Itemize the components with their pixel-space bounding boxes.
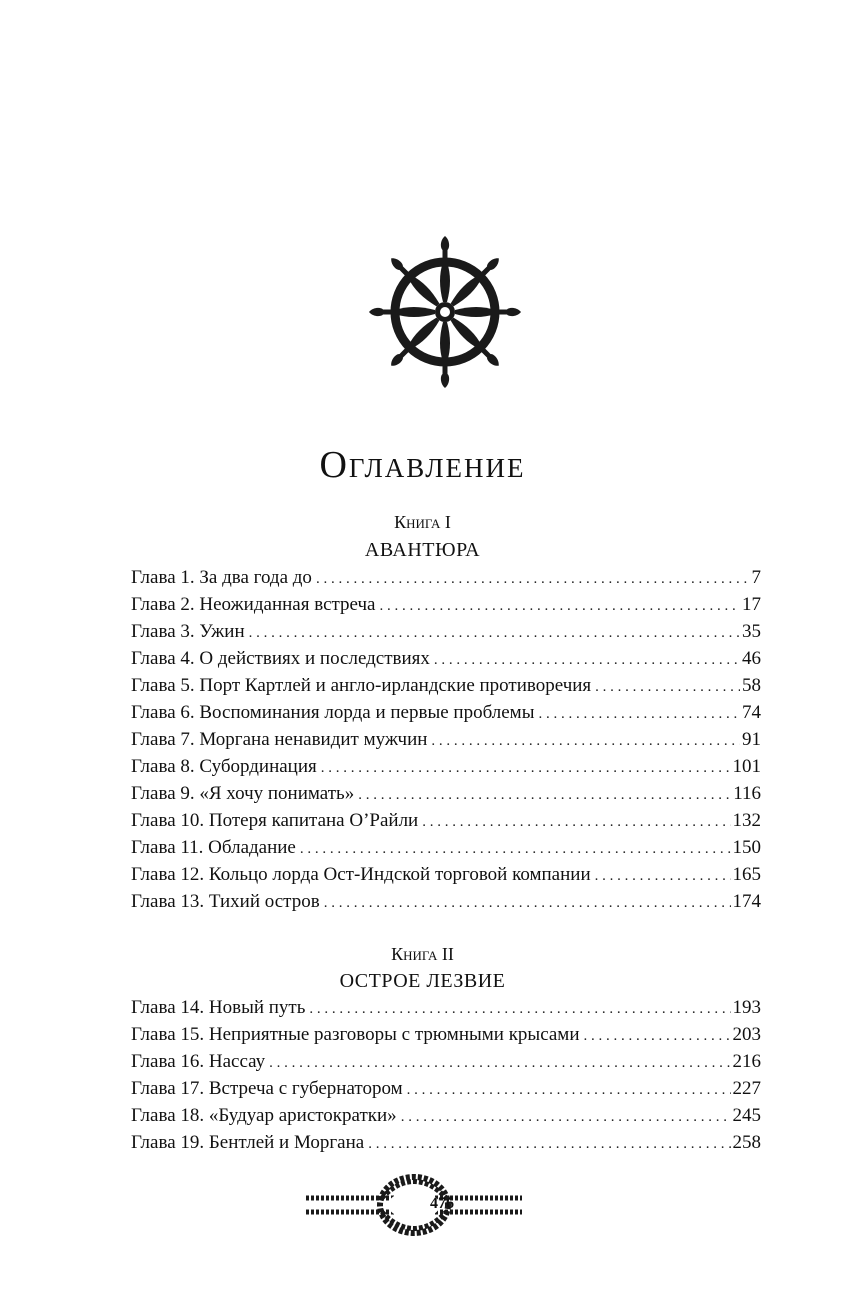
chapter-title: Глава 13. Тихий остров bbox=[131, 891, 320, 912]
toc-entry[interactable] bbox=[131, 994, 761, 1021]
chapter-page: 35 bbox=[742, 621, 761, 642]
toc-entry[interactable] bbox=[131, 699, 761, 726]
toc-entry[interactable] bbox=[131, 1048, 761, 1075]
ship-wheel-icon bbox=[365, 232, 525, 392]
chapter-page: 165 bbox=[732, 864, 761, 885]
chapter-title: Глава 8. Субординация bbox=[131, 756, 317, 777]
leader-dots bbox=[316, 566, 750, 593]
chapter-title: Глава 11. Обладание bbox=[131, 837, 296, 858]
chapter-title: Глава 10. Потеря капитана О’Райли bbox=[131, 810, 419, 831]
leader-dots bbox=[309, 996, 730, 1023]
chapter-page: 150 bbox=[732, 837, 761, 858]
chapter-page: 216 bbox=[732, 1051, 761, 1072]
leader-dots bbox=[434, 647, 740, 674]
chapter-page: 203 bbox=[732, 1024, 761, 1045]
leader-dots bbox=[249, 620, 740, 647]
chapter-page: 91 bbox=[742, 729, 761, 750]
chapter-title: Глава 15. Неприятные разговоры с трюмными крысами bbox=[131, 1024, 580, 1045]
chapter-title: Глава 2. Неожиданная встреча bbox=[131, 594, 376, 615]
chapter-page: 7 bbox=[751, 567, 761, 588]
leader-dots bbox=[407, 1077, 731, 1104]
book-1-label: Книга I bbox=[394, 512, 451, 532]
chapter-title: Глава 3. Ужин bbox=[131, 621, 245, 642]
chapter-page: 58 bbox=[742, 675, 761, 696]
book-2-label: Книга II bbox=[391, 944, 454, 964]
leader-dots bbox=[321, 755, 731, 782]
page-number: 476 bbox=[430, 1195, 454, 1212]
wheel-spoke bbox=[440, 322, 450, 388]
toc-entry[interactable] bbox=[131, 861, 761, 888]
chapter-title: Глава 19. Бентлей и Моргана bbox=[131, 1132, 365, 1153]
leader-dots bbox=[538, 701, 740, 728]
chapter-title: Глава 16. Нассау bbox=[131, 1051, 266, 1072]
chapter-page: 245 bbox=[732, 1105, 761, 1126]
wheel-spoke bbox=[455, 307, 521, 317]
leader-dots bbox=[422, 809, 730, 836]
chapter-title: Глава 12. Кольцо лорда Ост-Индской торговой компании bbox=[131, 864, 591, 885]
leader-dots bbox=[269, 1050, 730, 1077]
toc-entry[interactable] bbox=[131, 780, 761, 807]
chapter-page: 227 bbox=[732, 1078, 761, 1099]
toc-entry[interactable] bbox=[131, 1129, 761, 1156]
leader-dots bbox=[401, 1104, 731, 1131]
leader-dots bbox=[358, 782, 731, 809]
toc-entry[interactable] bbox=[131, 834, 761, 861]
toc-entry[interactable] bbox=[131, 1021, 761, 1048]
chapter-title: Глава 14. Новый путь bbox=[131, 997, 306, 1018]
chapter-title: Глава 5. Порт Картлей и англо-ирландские противоречия bbox=[131, 675, 592, 696]
chapter-page: 74 bbox=[742, 702, 761, 723]
chapter-page: 193 bbox=[732, 997, 761, 1018]
toc-entry[interactable] bbox=[131, 726, 761, 753]
chapter-page: 116 bbox=[733, 783, 761, 804]
wheel-spoke bbox=[369, 307, 435, 317]
toc-entry[interactable] bbox=[131, 564, 761, 591]
leader-dots bbox=[431, 728, 740, 755]
leader-dots bbox=[300, 836, 731, 863]
chapter-title: Глава 18. «Будуар аристократки» bbox=[131, 1105, 397, 1126]
chapter-page: 132 bbox=[732, 810, 761, 831]
chapter-title: Глава 7. Моргана ненавидит мужчин bbox=[131, 729, 428, 750]
leader-dots bbox=[595, 674, 740, 701]
chapter-page: 17 bbox=[742, 594, 761, 615]
chapter-page: 101 bbox=[732, 756, 761, 777]
leader-dots bbox=[380, 593, 741, 620]
chapter-title: Глава 6. Воспоминания лорда и первые проблемы bbox=[131, 702, 535, 723]
leader-dots bbox=[324, 890, 731, 917]
book-1-chapter-list bbox=[131, 564, 761, 915]
chapter-title: Глава 4. О действиях и последствиях bbox=[131, 648, 430, 669]
chapter-page: 174 bbox=[732, 891, 761, 912]
toc-entry[interactable] bbox=[131, 1075, 761, 1102]
toc-entry[interactable] bbox=[131, 672, 761, 699]
book-2-chapter-list bbox=[131, 994, 761, 1156]
chapter-page: 258 bbox=[732, 1132, 761, 1153]
book-1-name: АВАНТЮРА bbox=[364, 539, 481, 561]
leader-dots bbox=[584, 1023, 731, 1050]
toc-entry[interactable] bbox=[131, 645, 761, 672]
wheel-spoke bbox=[440, 236, 450, 302]
toc-entry[interactable] bbox=[131, 753, 761, 780]
book-2-name: ОСТРОЕ ЛЕЗВИЕ bbox=[339, 970, 506, 992]
page-title: Оглавление bbox=[319, 444, 526, 487]
toc-entry[interactable] bbox=[131, 1102, 761, 1129]
leader-dots bbox=[368, 1131, 730, 1158]
toc-entry[interactable] bbox=[131, 618, 761, 645]
leader-dots bbox=[595, 863, 731, 890]
chapter-title: Глава 9. «Я хочу понимать» bbox=[131, 783, 355, 804]
chapter-title: Глава 17. Встреча с губернатором bbox=[131, 1078, 403, 1099]
chapter-page: 46 bbox=[742, 648, 761, 669]
toc-entry[interactable] bbox=[131, 591, 761, 618]
toc-entry[interactable] bbox=[131, 888, 761, 915]
toc-entry[interactable] bbox=[131, 807, 761, 834]
chapter-title: Глава 1. За два года до bbox=[131, 567, 312, 588]
